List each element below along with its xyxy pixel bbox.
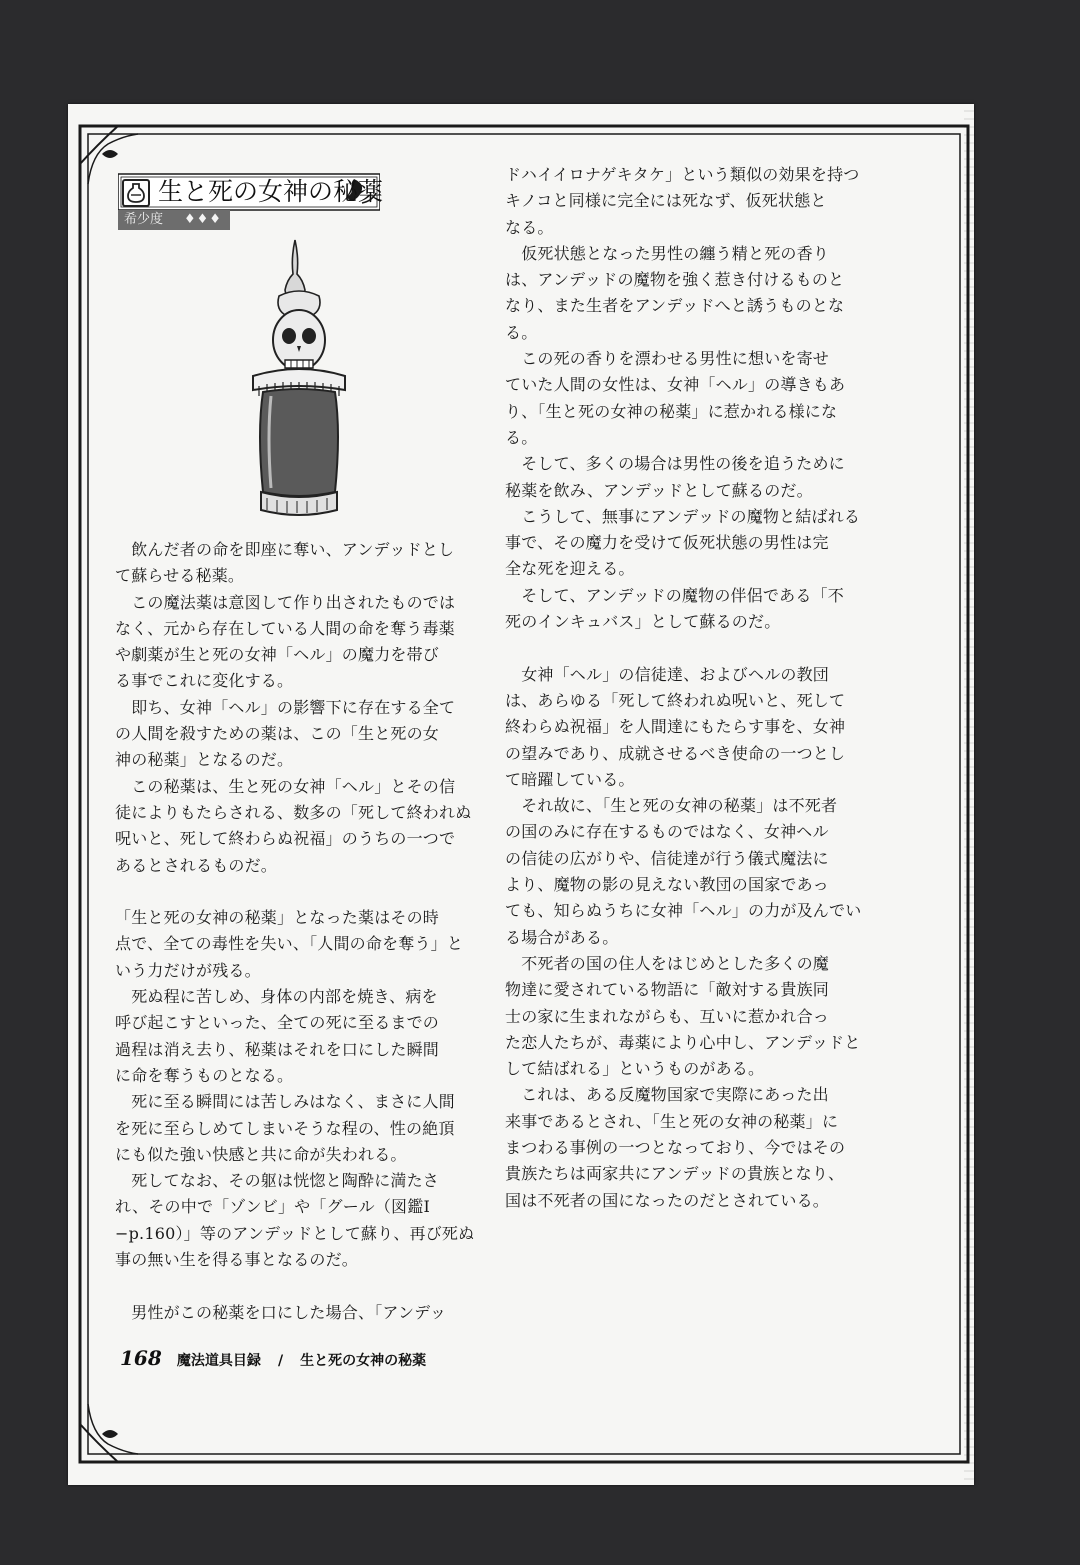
text-line: は、あらゆる「死して終われぬ呪いと、死して (505, 690, 846, 710)
text-line: の望みであり、成就させるべき使命の一つとし (505, 743, 846, 763)
text-line: ても、知らぬうちに女神「ヘル」の力が及んでい (505, 901, 862, 921)
text-line: あるとされるものだ。 (115, 855, 278, 875)
text-line: 男性がこの秘薬を口にした場合、「アンデッ (115, 1302, 447, 1322)
footer-separator: / (277, 1353, 284, 1369)
skull-potion-illustration (245, 236, 355, 526)
text-line: れ、その中で「ゾンビ」や「グール（図鑑Ⅰ (115, 1197, 430, 1217)
text-line: まつわる事例の一つとなっており、今ではその (505, 1137, 846, 1157)
text-line: 神の秘薬」となるのだ。 (115, 750, 294, 770)
text-line: 死ぬ程に苦しめ、身体の内部を焼き、病を (115, 987, 438, 1007)
text-line: 「生と死の女神の秘薬」となった薬はその時 (115, 908, 440, 928)
rarity-bar (118, 210, 230, 230)
text-line: それ故に、「生と死の女神の秘薬」は不死者 (505, 796, 838, 816)
text-line: る。 (505, 322, 538, 342)
text-line: り、「生と死の女神の秘薬」に惹かれる様にな (505, 401, 838, 421)
text-line: 国は不死者の国になったのだとされている。 (505, 1190, 830, 1210)
text-line (115, 879, 475, 905)
text-line: 点で、全ての毒性を失い、「人間の命を奪う」と (115, 934, 464, 954)
text-line: より、魔物の影の見えない教団の国家であっ (505, 875, 829, 895)
text-line: なり、また生者をアンデッドへと誘うものとな (505, 296, 845, 316)
text-line: 呼び起こすといった、全ての死に至るまでの (115, 1013, 440, 1033)
text-line: 死のインキュバス」として蘇るのだ。 (505, 612, 781, 632)
text-line: て蘇らせる秘薬。 (115, 566, 245, 586)
text-line: 死してなお、その躯は恍惚と陶酔に満たさ (115, 1171, 440, 1191)
left-text-column (115, 537, 475, 1326)
footer-item: 生と死の女神の秘薬 (300, 1353, 427, 1369)
text-line: 秘薬を飲み、アンデッドとして蘇るのだ。 (505, 480, 813, 500)
text-line: この秘薬は、生と死の女神「ヘル」とその信 (115, 776, 456, 796)
footer-section: 魔法道具目録 (176, 1353, 261, 1369)
rarity-label: 希少度 (124, 212, 164, 227)
text-line: 貴族たちは両家共にアンデッドの貴族となり、 (505, 1164, 845, 1184)
text-line: 来事であるとされ、「生と死の女神の秘薬」に (505, 1111, 839, 1131)
text-line: 女神「ヘル」の信徒達、およびヘルの教団 (505, 664, 830, 684)
item-title: 生と死の女神の秘薬 (158, 177, 384, 206)
text-line: そして、多くの場合は男性の後を追うために (505, 454, 845, 474)
page-number: 168 (120, 1346, 162, 1370)
text-line: こうして、無事にアンデッドの魔物と結ばれる (505, 506, 861, 526)
text-line: ドハイイロナゲキタケ」という類似の効果を持つ (505, 165, 860, 184)
text-line: して結ばれる」というものがある。 (505, 1059, 765, 1079)
text-line: キノコと同様に完全には死なず、仮死状態と (505, 191, 827, 211)
text-line: ていた人間の女性は、女神「ヘル」の導きもあ (505, 375, 846, 395)
text-line (505, 635, 845, 661)
text-line: 仮死状態となった男性の纏う精と死の香り (505, 243, 830, 263)
text-line: や劇薬が生と死の女神「ヘル」の魔力を帯び (115, 645, 440, 665)
text-line (115, 1273, 475, 1299)
text-line: の国のみに存在するものではなく、女神ヘル (505, 822, 829, 842)
text-line: は、アンデッドの魔物を強く惹き付けるものと (505, 270, 845, 290)
text-line: この死の香りを漂わせる男性に想いを寄せ (505, 349, 830, 369)
text-line: て暗躍している。 (505, 769, 635, 789)
text-line: る事でこれに変化する。 (115, 671, 294, 691)
text-line: にも似た強い快感と共に命が失われる。 (115, 1144, 407, 1164)
text-line: 全な死を迎える。 (505, 559, 635, 579)
text-line: そして、アンデッドの魔物の伴侶である「不 (505, 585, 844, 605)
text-line: 過程は消え去り、秘薬はそれを口にした瞬間 (115, 1039, 440, 1059)
text-line: る場合がある。 (505, 927, 619, 947)
text-line: −p.160）」等のアンデッドとして蘇り、再び死ぬ (115, 1223, 475, 1243)
text-line: の信徒の広がりや、信徒達が行う儀式魔法に (505, 848, 829, 868)
text-line: 死に至る瞬間には苦しみはなく、まさに人間 (115, 1092, 455, 1112)
text-line: この魔法薬は意図して作り出されたものでは (115, 592, 456, 612)
text-line: 物達に愛されている物語に「敵対する貴族同 (505, 980, 830, 1000)
potion-icon (122, 179, 150, 207)
right-text-column (505, 162, 862, 1214)
text-line: 即ち、女神「ヘル」の影響下に存在する全て (115, 697, 456, 717)
page-footer (120, 1346, 426, 1372)
text-line: 呪いと、死して終わらぬ祝福」のうちの一つで (115, 829, 456, 849)
text-line: た恋人たちが、毒薬により心中し、アンデッドと (505, 1032, 861, 1052)
text-line: の人間を殺すための薬は、この「生と死の女 (115, 724, 440, 744)
text-line: 事で、その魔力を受けて仮死状態の男性は完 (505, 533, 829, 553)
rarity-stars: ♦♦♦ (184, 212, 222, 227)
text-line: に命を奪うものとなる。 (115, 1065, 294, 1085)
text-line: を死に至らしめてしまいそうな程の、性の絶頂 (115, 1118, 455, 1138)
text-line: なる。 (505, 217, 554, 237)
text-line: いう力だけが残る。 (115, 960, 261, 980)
text-line: 不死者の国の住人をはじめとした多くの魔 (505, 953, 830, 973)
text-line: 飲んだ者の命を即座に奪い、アンデッドとし (115, 540, 455, 559)
text-line: る。 (505, 427, 538, 447)
text-line: 事の無い生を得る事となるのだ。 (115, 1250, 359, 1270)
text-line: 徒によりもたらされる、数多の「死して終われぬ (115, 802, 472, 822)
text-line: なく、元から存在している人間の命を奪う毒薬 (115, 618, 455, 638)
item-title-banner (118, 173, 384, 211)
text-line: これは、ある反魔物国家で実際にあった出 (505, 1085, 829, 1105)
text-line: 士の家に生まれながらも、互いに惹かれ合っ (505, 1006, 830, 1026)
text-line: 終わらぬ祝福」を人間達にもたらす事を、女神 (505, 717, 846, 737)
